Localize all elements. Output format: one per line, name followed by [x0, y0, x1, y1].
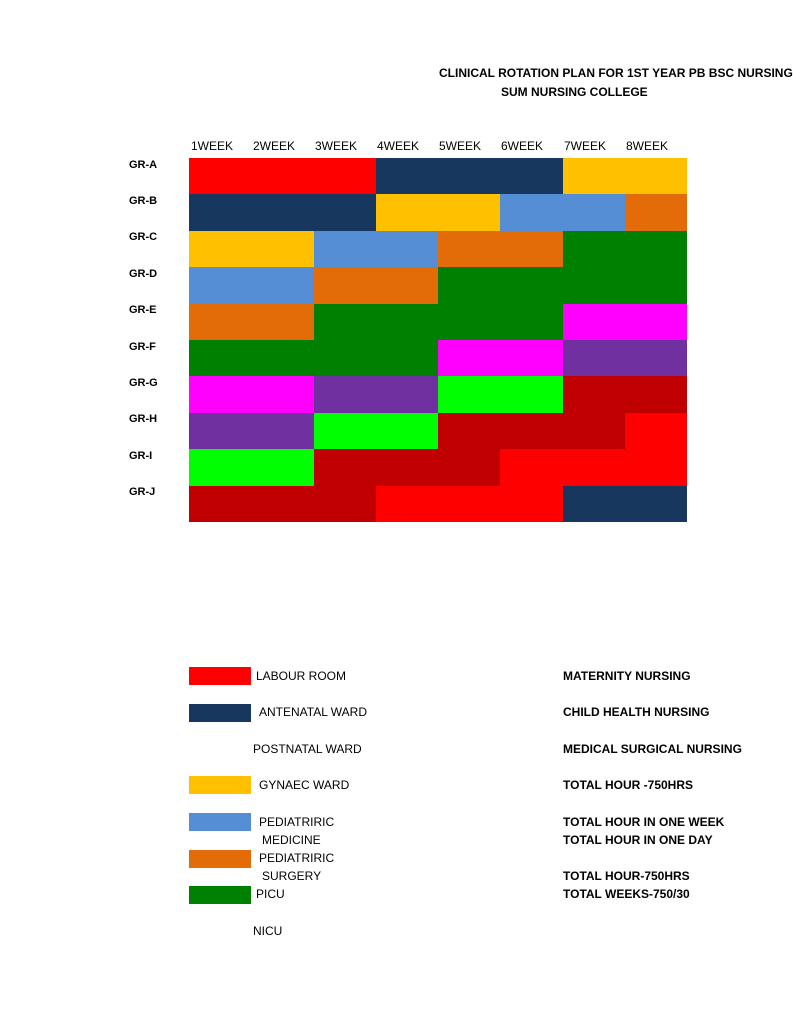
legend-label: ANTENATAL WARD [259, 705, 368, 719]
rotation-block [438, 413, 625, 449]
rotation-block [376, 158, 563, 194]
note-total-hour-week: TOTAL HOUR IN ONE WEEK [563, 815, 725, 829]
note-total-hour-2: TOTAL HOUR-750HRS [563, 869, 690, 883]
legend-swatch-antenatal-ward [189, 704, 251, 722]
rotation-block [189, 376, 314, 413]
week-header: 5WEEK [439, 139, 482, 153]
legend-label: MEDICINE [262, 833, 321, 847]
rotation-block [438, 376, 563, 413]
week-header: 3WEEK [315, 139, 358, 153]
legend-label: SURGERY [262, 869, 322, 883]
rotation-block [563, 231, 687, 267]
legend-label: PEDIATRIRIC [259, 851, 335, 865]
legend-swatch-picu [189, 886, 251, 904]
rotation-block [189, 413, 314, 449]
rotation-block [563, 304, 687, 340]
week-header: 1WEEK [191, 139, 234, 153]
rotation-block [625, 413, 687, 449]
note-maternity: MATERNITY NURSING [563, 669, 691, 683]
legend-label: NICU [253, 924, 283, 938]
rotation-block [563, 340, 687, 376]
note-total-hour-day: TOTAL HOUR IN ONE DAY [563, 833, 713, 847]
group-label: GR-I [129, 450, 153, 462]
rotation-block [314, 376, 438, 413]
note-total-weeks: TOTAL WEEKS-750/30 [563, 887, 690, 901]
rotation-block [376, 194, 500, 231]
group-label: GR-E [129, 304, 157, 316]
legend-label: PEDIATRIRIC [259, 815, 335, 829]
rotation-block [563, 486, 687, 522]
note-medical-surgical: MEDICAL SURGICAL NURSING [563, 742, 742, 756]
group-label: GR-J [129, 486, 156, 498]
group-label: GR-B [129, 195, 158, 207]
week-header: 8WEEK [626, 139, 669, 153]
note-total-hour: TOTAL HOUR -750HRS [563, 778, 694, 792]
week-header: 6WEEK [501, 139, 544, 153]
group-label: GR-F [129, 341, 156, 353]
rotation-block [314, 267, 438, 304]
week-header: 2WEEK [253, 139, 296, 153]
page-title: CLINICAL ROTATION PLAN FOR 1ST YEAR PB BSC NURSING [439, 66, 793, 80]
rotation-block [438, 267, 687, 304]
legend-swatch-gynaec-ward [189, 776, 251, 794]
college-name: SUM NURSING COLLEGE [501, 85, 648, 99]
rotation-block [189, 194, 376, 231]
rotation-block [500, 194, 625, 231]
rotation-block [189, 231, 314, 267]
rotation-block [189, 158, 376, 194]
rotation-block [189, 304, 314, 340]
rotation-block [625, 194, 687, 231]
rotation-block [189, 486, 376, 522]
legend-swatch-labour-room [189, 667, 251, 685]
week-header: 4WEEK [377, 139, 420, 153]
rotation-block [314, 413, 438, 449]
rotation-block [189, 340, 438, 376]
legend-label: GYNAEC WARD [259, 778, 350, 792]
rotation-block [563, 158, 687, 194]
group-label: GR-H [129, 413, 158, 425]
rotation-block [563, 376, 687, 413]
rotation-block [500, 449, 687, 486]
legend-swatch-pediatric-medicine [189, 813, 251, 831]
rotation-block [438, 340, 563, 376]
legend-swatch-pediatric-surgery [189, 850, 251, 868]
week-header: 7WEEK [564, 139, 607, 153]
group-label: GR-D [129, 268, 158, 280]
rotation-block [189, 449, 314, 486]
note-child-health: CHILD HEALTH NURSING [563, 705, 710, 719]
rotation-block [314, 231, 438, 267]
legend-label: POSTNATAL WARD [253, 742, 362, 756]
group-label: GR-A [129, 159, 158, 171]
legend-label: PICU [256, 887, 285, 901]
rotation-block [189, 267, 314, 304]
rotation-block [376, 486, 563, 522]
group-label: GR-C [129, 231, 158, 243]
rotation-block [438, 231, 563, 267]
legend-label: LABOUR ROOM [256, 669, 347, 683]
rotation-block [314, 449, 500, 486]
rotation-block [314, 304, 563, 340]
group-label: GR-G [129, 377, 158, 389]
